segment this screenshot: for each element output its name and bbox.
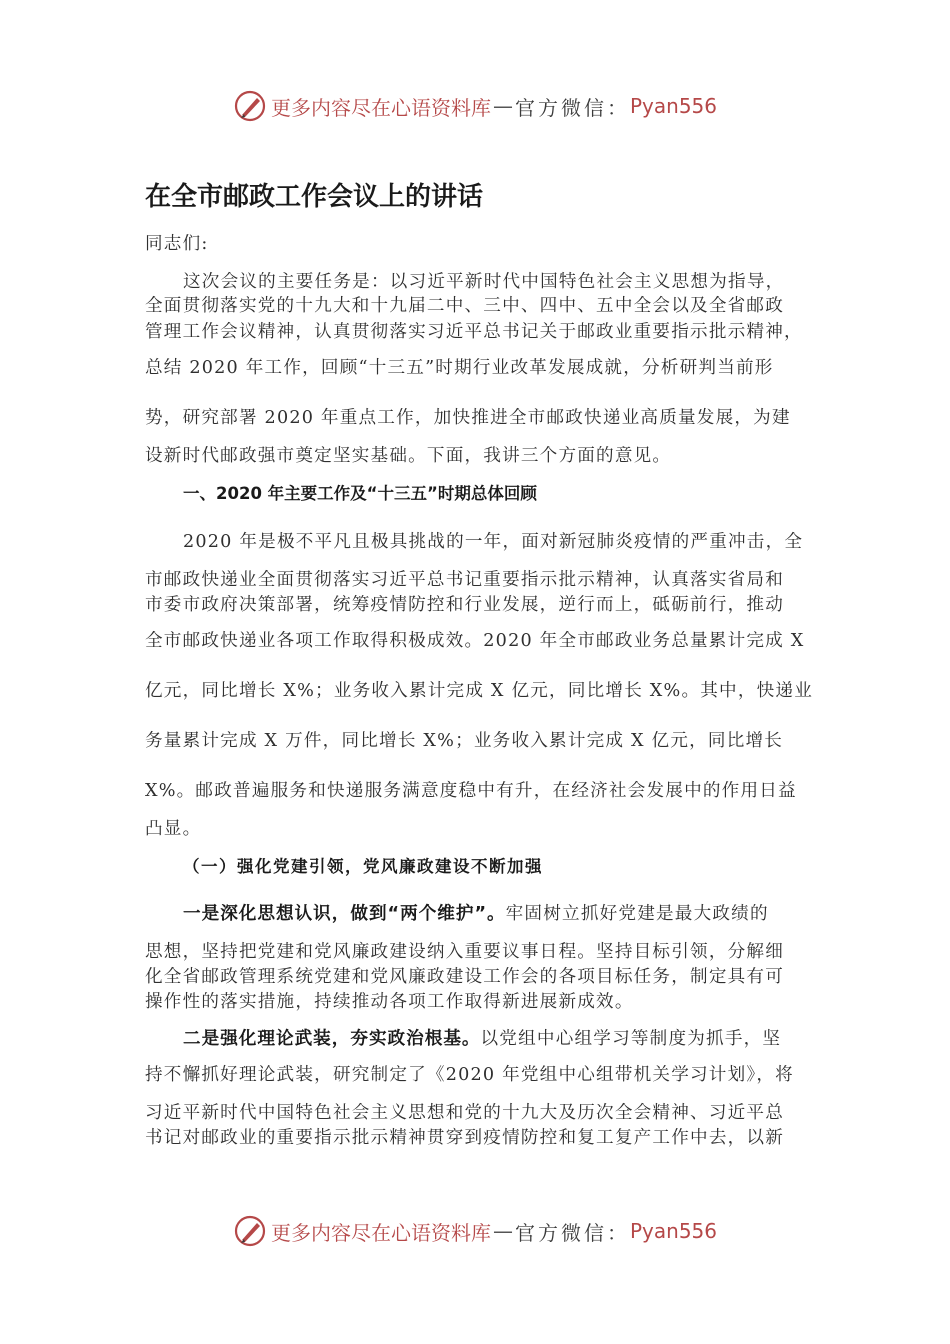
- paragraph-line: 全市邮政快递业各项工作取得积极成效。2020 年全市邮政业务总量累计完成 X: [145, 631, 805, 651]
- banner-main-text: 更多内容尽在心语资料库: [270, 1220, 491, 1245]
- paragraph-line: 设新时代邮政强市奠定坚实基础。下面，我讲三个方面的意见。: [145, 446, 672, 466]
- banner-wechat-handle: Pyan556: [629, 94, 717, 118]
- watermark-banner-bottom: [0, 1211, 950, 1251]
- pen-logo-icon: [233, 1214, 267, 1248]
- banner-wechat-label: 官方微信：: [514, 1220, 630, 1245]
- paragraph-line: 持不懈抓好理论武装，研究制定了《2020 年党组中心组带机关学习计划》，将: [145, 1065, 794, 1085]
- paragraph-line: 操作性的落实措施，持续推动各项工作取得新进展新成效。: [145, 992, 634, 1012]
- paragraph-line: 务量累计完成 X 万件，同比增长 X%；业务收入累计完成 X 亿元，同比增长: [145, 731, 784, 751]
- paragraph-line: 书记对邮政业的重要指示批示精神贯穿到疫情防控和复工复产工作中去，以新: [145, 1128, 784, 1148]
- paragraph-lead: 二是强化理论武装，夯实政治根基。: [183, 1029, 481, 1049]
- paragraph-line: 总结 2020 年工作，回顾“十三五”时期行业改革发展成就，分析研判当前形: [145, 358, 774, 378]
- paragraph-line: 势，研究部署 2020 年重点工作，加快推进全市邮政快递业高质量发展，为建: [145, 408, 791, 428]
- banner-wechat-label: 官方微信：: [514, 95, 630, 120]
- watermark-banner-top: [0, 86, 950, 126]
- paragraph-line: 市邮政快递业全面贯彻落实习近平总书记重要指示批示精神，认真落实省局和: [145, 570, 784, 590]
- paragraph-line: [183, 1027, 810, 1051]
- section-heading-2: （一）强化党建引领，党风廉政建设不断加强: [183, 857, 543, 876]
- paragraph-line: 亿元，同比增长 X%；业务收入累计完成 X 亿元，同比增长 X%。其中，快递业: [145, 681, 813, 701]
- paragraph-line: [183, 902, 810, 926]
- paragraph-text: 以党组中心组学习等制度为抓手，坚: [480, 1029, 782, 1049]
- banner-main-text: 更多内容尽在心语资料库: [270, 95, 491, 120]
- paragraph-line: X%。邮政普遍服务和快递服务满意度稳中有升，在经济社会发展中的作用日益: [145, 781, 797, 801]
- salutation: 同志们:: [145, 234, 209, 254]
- paragraph-line: 市委市政府决策部署，统筹疫情防控和行业发展，逆行而上，砥砺前行，推动: [145, 595, 784, 615]
- paragraph-line: 2020 年是极不平凡且极具挑战的一年，面对新冠肺炎疫情的严重冲击，全: [183, 532, 804, 552]
- document-title: 在全市邮政工作会议上的讲话: [145, 182, 484, 212]
- paragraph-lead: 一是深化思想认识，做到“两个维护”。: [183, 904, 506, 924]
- section-heading-1: 一、2020 年主要工作及“十三五”时期总体回顾: [183, 484, 537, 503]
- banner-wechat-handle: Pyan556: [629, 1219, 717, 1243]
- banner-separator: —: [492, 94, 513, 118]
- paragraph-line: 全面贯彻落实党的十九大和十九届二中、三中、四中、五中全会以及全省邮政: [145, 296, 784, 316]
- banner-separator: —: [492, 1219, 513, 1243]
- paragraph-line: 习近平新时代中国特色社会主义思想和党的十九大及历次全会精神、习近平总: [145, 1103, 784, 1123]
- paragraph-line: 化全省邮政管理系统党建和党风廉政建设工作会的各项目标任务，制定具有可: [145, 967, 784, 987]
- paragraph-line: 这次会议的主要任务是：以习近平新时代中国特色社会主义思想为指导，: [183, 272, 785, 292]
- paragraph-text: 牢固树立抓好党建是最大政绩的: [505, 904, 769, 924]
- paragraph-line: 管理工作会议精神，认真贯彻落实习近平总书记关于邮政业重要指示批示精神，: [145, 322, 803, 342]
- pen-logo-icon: [233, 89, 267, 123]
- paragraph-line: 思想，坚持把党建和党风廉政建设纳入重要议事日程。坚持目标引领，分解细: [145, 942, 784, 962]
- paragraph-line: 凸显。: [145, 819, 202, 839]
